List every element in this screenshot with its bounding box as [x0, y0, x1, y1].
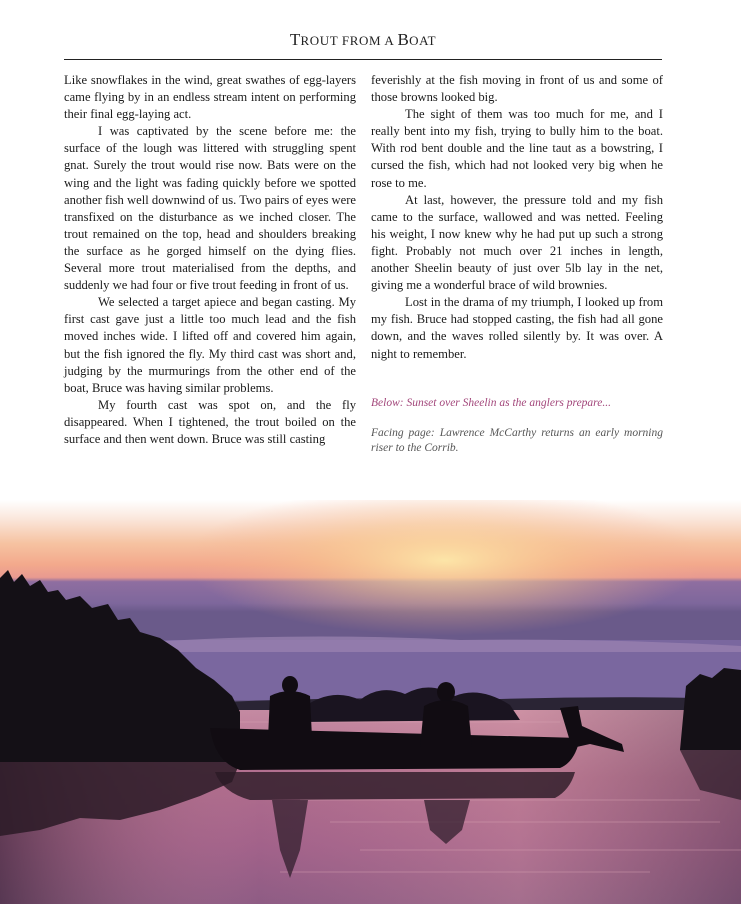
paragraph: We selected a target apiece and began casting. My first cast gave just a little too much lead and the fish moved inches wide. I lifted off and covered him again, but the fish ignored the fly. My third cast was short and, judging by the murmurings from the other end of the boat, Bruce was having similar problems.	[64, 295, 356, 395]
paragraph: feverishly at the fish moving in front of us and some of those browns looked big.	[371, 73, 663, 105]
caption-below: Below: Sunset over Sheelin as the anglers prepare...	[371, 397, 611, 409]
running-head-sc-2: OAT	[409, 33, 437, 48]
running-head-cap-b: B	[397, 30, 410, 49]
paragraph: My fourth cast was spot on, and the fly disappeared. When I tightened, the trout boiled on the surface and then went down. Bruce was still casting	[64, 397, 356, 446]
left-text-column	[64, 72, 356, 448]
caption-facing: Facing page: Lawrence McCarthy returns an early morning riser to the Corrib.	[371, 427, 663, 454]
paragraph: At last, however, the pressure told and my fish came to the surface, wallowed and was netted. Feeling his weight, I now knew why he had put up such a strong fight. Probably not much over 21 inches in length, another Sheelin beauty of just over 5lb lay in the net, giving me a wonderful brace of wild brownies.	[371, 192, 663, 293]
right-text-column	[371, 72, 663, 363]
paragraph: Lost in the drama of my triumph, I looked up from my fish. Bruce had stopped casting, the fish had all gone down, and the waves rolled silently by. It was over. A night to remember.	[371, 295, 663, 361]
running-head	[64, 30, 662, 60]
running-head-sc-1: ROUT FROM A	[300, 33, 398, 48]
paragraph: The sight of them was too much for me, and I really bent into my fish, trying to bully him to the boat. With rod bent double and the line taut as a bowstring, I cursed the fish, which had not looked very big when he rose to me.	[371, 107, 663, 190]
running-head-cap-t: T	[289, 30, 301, 49]
sunset-boat-photo	[0, 500, 741, 904]
paragraph: I was captivated by the scene before me: the surface of the lough was littered with struggling spent gnat. Surely the trout would rise now. Bats were on the wing and the light was fading quickly before we spotted another fish well downwind of us. Two pairs of eyes were transfixed on the disturbance as we inched closer. The trout remained on the top, head and shoulders breaking the surface as he gorged himself on the dying flies. Several more trout materialised from the depths, and suddenly we had four or five trout feeding in front of us.	[64, 124, 356, 293]
paragraph: Like snowflakes in the wind, great swathes of egg-layers came flying by in an endless stream intent on performing their final egg-laying act.	[64, 73, 356, 122]
